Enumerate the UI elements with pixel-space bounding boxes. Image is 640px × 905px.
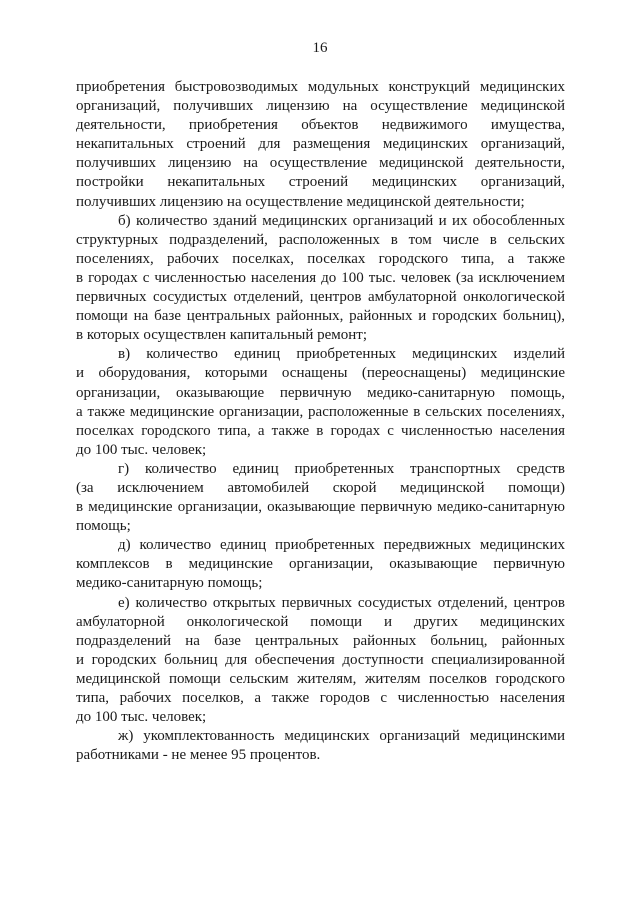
text-line: помощи на базе центральных районных, районных и городских больниц), (76, 308, 565, 325)
paragraph-item-d (76, 536, 565, 593)
text-line: деятельности, приобретения объектов недвижимого имущества, (76, 117, 565, 134)
document-body (76, 78, 565, 765)
text-line: в медицинские организации, оказывающие первичную медико-санитарную (76, 499, 565, 516)
text-line: и оборудования, которыми оснащены (переоснащены) медицинские (76, 365, 565, 382)
text-line: получивших лицензию на осуществление медицинской деятельности; (76, 193, 525, 210)
text-line: до 100 тыс. человек; (76, 709, 207, 726)
paragraph-item-zh (76, 727, 565, 765)
paragraph-continuation (76, 78, 565, 212)
paragraph-item-v (76, 345, 565, 460)
text-line: организаций, получивших лицензию на осуществление медицинской (76, 98, 565, 115)
text-line: д) количество единиц приобретенных передвижных медицинских (118, 537, 565, 554)
text-line: организации, оказывающие первичную медико-санитарную помощь, (76, 384, 565, 401)
text-line: в городах с численностью населения до 100 тыс. человек (за исключением (76, 269, 565, 286)
text-line: комплексов в медицинские организации, оказывающие первичную (76, 556, 565, 573)
text-line: е) количество открытых первичных сосудистых отделений, центров (118, 594, 565, 611)
text-line: и городских больниц для обеспечения доступности специализированной (76, 651, 565, 668)
text-line: помощь; (76, 518, 131, 535)
text-line: медико-санитарную помощь; (76, 575, 263, 592)
paragraph-item-e (76, 594, 565, 728)
text-line: (за исключением автомобилей скорой медицинской помощи) (76, 479, 565, 496)
text-line: а также медицинские организации, расположенные в сельских поселениях, (76, 403, 565, 420)
text-line: типа, рабочих поселков, а также городов с численностью населения (76, 690, 565, 706)
text-line: подразделений на базе центральных районных больниц, районных (76, 632, 565, 649)
text-line: работниками - не менее 95 процентов. (76, 747, 321, 764)
paragraph-item-g (76, 460, 565, 536)
text-line: структурных подразделений, расположенных в том числе в сельских (76, 231, 565, 248)
text-line: амбулаторной онкологической помощи и других медицинских (76, 613, 565, 630)
text-line: первичных сосудистых отделений, центров амбулаторной онкологической (76, 289, 565, 306)
text-line: ж) укомплектованность медицинских организаций медицинскими (118, 728, 565, 745)
text-line: в) количество единиц приобретенных медицинских изделий (118, 346, 565, 363)
page-number: 16 (312, 40, 328, 56)
text-line: приобретения быстровозводимых модульных конструкций медицинских (76, 79, 565, 95)
text-line: постройки некапитальных строений медицинских организаций, (76, 174, 565, 191)
paragraph-item-b (76, 212, 565, 346)
text-line: поселениях, рабочих поселках, поселках городского типа, а также (76, 250, 565, 267)
text-line: поселках городского типа, а также в городах с численностью населения (76, 422, 565, 439)
text-line: г) количество единиц приобретенных транспортных средств (118, 460, 565, 477)
text-line: б) количество зданий медицинских организаций и их обособленных (118, 212, 565, 229)
text-line: до 100 тыс. человек; (76, 441, 207, 458)
text-line: медицинской помощи сельским жителям, жителям поселков городского (76, 670, 565, 687)
text-line: некапитальных строений для размещения медицинских организаций, (76, 136, 565, 153)
text-line: получивших лицензию на осуществление медицинской деятельности, (76, 155, 565, 172)
text-line: в которых осуществлен капитальный ремонт; (76, 327, 367, 344)
